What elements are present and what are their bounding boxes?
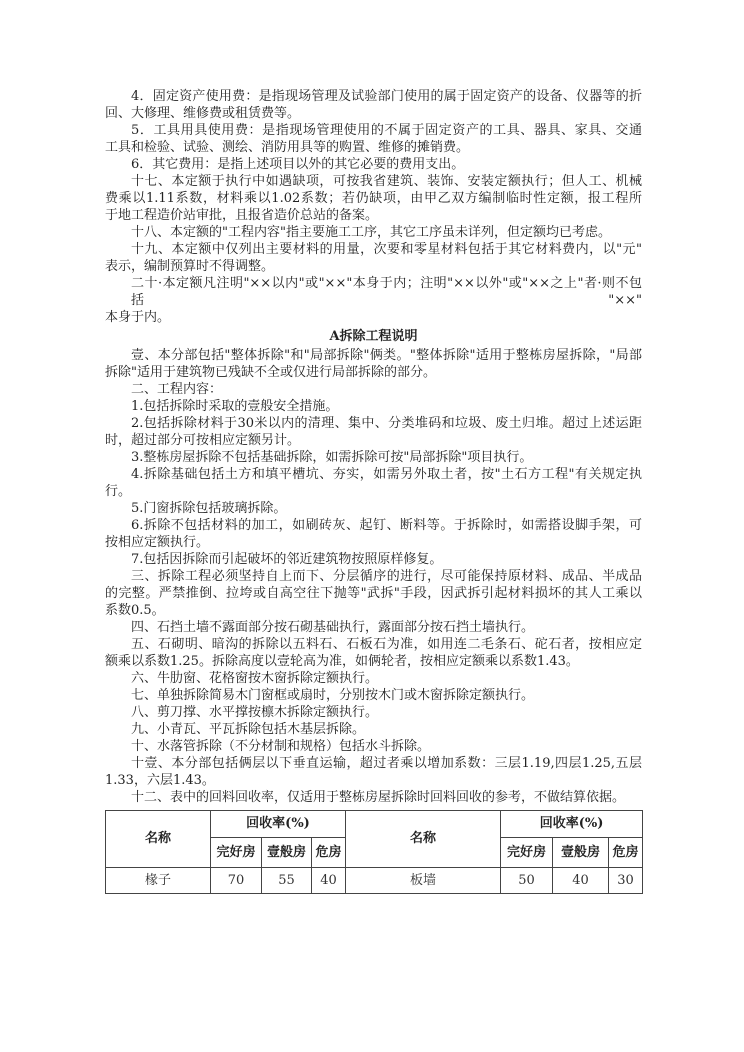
recovery-rate-header: 回收率(%): [501, 811, 643, 838]
paragraph-line: 十七、本定额于执行中如遇缺项，可按我省建筑、装饰、安装定额执行；但人工、机械: [131, 174, 642, 189]
rate-value: 30: [609, 868, 643, 894]
recovery-rate-table: [105, 810, 643, 894]
paragraph-line: 6.拆除不包括材料的加工，如刷砖灰、起钉、断料等。于拆除时，如需搭设脚手架，可: [131, 518, 642, 533]
paragraph-line: 按相应定额执行。: [105, 535, 210, 550]
rate-value: 40: [553, 868, 609, 894]
material-name: 椽子: [106, 868, 211, 894]
paragraph-line: 十八、本定额的"工程内容"指主要施工工序，其它工序虽未详列，但定额均已考虑。: [131, 225, 611, 240]
paragraph-line: 4．固定资产使用费：是指现场管理及试验部门使用的属于固定资产的设备、仪器等的折: [131, 89, 642, 104]
rate-value: 50: [501, 868, 553, 894]
paragraph-line: 额乘以系数1.25。拆除高度以壹轮高为准，如俩轮者，按相应定额乘以系数1.43。: [105, 654, 579, 669]
paragraph-line: 费乘以1.11系数，材料乘以1.02系数；若仍缺项，由甲乙双方编制临时性定额，报工程所: [105, 191, 642, 206]
paragraph-line: 回、大修理、维修费或租赁费等。: [105, 106, 301, 121]
section-heading: A拆除工程说明: [329, 329, 418, 344]
table-row: [106, 868, 643, 894]
paragraph-line: 时，超过部分可按相应定额另计。: [105, 433, 301, 448]
paragraph-line: 6．其它费用：是指上述项目以外的其它必要的费用支出。: [131, 157, 465, 172]
good-house-header: 完好房: [501, 838, 553, 868]
dangerous-house-header: 危房: [609, 838, 643, 868]
paragraph-line: 二、工程内容：: [131, 382, 223, 397]
paragraph-line: 九、小青瓦、平瓦拆除包括木基层拆除。: [131, 722, 366, 737]
paragraph-line: 的完整。严禁推倒、拉垮或自高空往下抛等"武拆"手段，因武拆引起材料损坏的其人工乘以: [105, 586, 642, 601]
paragraph-line: 1.33，六层1.43。: [105, 773, 215, 788]
paragraph-line: 4.拆除基础包括土方和填平槽坑、夯实，如需另外取土者，按"土石方工程"有关规定执: [131, 467, 642, 482]
name-header: 名称: [106, 811, 211, 868]
paragraph-line: 工具和检验、试验、测绘、消防用具等的购置、维修的摊销费。: [105, 140, 470, 155]
ordinary-house-header: 壹般房: [262, 838, 312, 868]
recovery-rate-header: 回收率(%): [211, 811, 346, 838]
paragraph-line: 十、水落管拆除（不分材制和规格）包括水斗拆除。: [131, 739, 431, 754]
paragraph-line: 五、石砌明、暗沟的拆除以五料石、石板石为准，如用连二毛条石、砣石者，按相应定: [131, 637, 642, 652]
rate-value: 40: [312, 868, 346, 894]
paragraph-line: 七、单独拆除简易木门窗框或扇时，分别按木门或木窗拆除定额执行。: [131, 688, 535, 703]
document-body: [105, 88, 642, 806]
rate-value: 70: [211, 868, 262, 894]
material-name: 板墙: [346, 868, 501, 894]
paragraph-line: 7.包括因拆除而引起破坏的邻近建筑物按照原样修复。: [131, 552, 443, 567]
paragraph-line: 1.包括拆除时采取的壹般安全措施。: [131, 399, 339, 414]
paragraph-line: 十二、表中的回料回收率，仅适用于整栋房屋拆除时回料回收的参考，不做结算依据。: [131, 790, 626, 805]
good-house-header: 完好房: [211, 838, 262, 868]
paragraph-line: 二十·本定额凡注明"××以内"或"××"本身于内；注明"××以外"或"××之上"者·则不包括"××": [131, 276, 642, 308]
paragraph-line: 系数0.5。: [105, 603, 165, 618]
paragraph-line: 行。: [105, 484, 132, 499]
ordinary-house-header: 壹般房: [553, 838, 609, 868]
paragraph-line: 三、拆除工程必须坚持自上而下、分层循序的进行，尽可能保持原材料、成品、半成品: [131, 569, 642, 584]
paragraph-line: 本身于内。: [105, 310, 171, 325]
paragraph-line: 拆除"适用于建筑物已残缺不全或仅进行局部拆除的部分。: [105, 365, 436, 380]
paragraph-line: 5．工具用具使用费：是指现场管理使用的不属于固定资产的工具、器具、家具、交通: [131, 123, 642, 138]
paragraph-line: 六、牛肋窗、花格窗按木窗拆除定额执行。: [131, 671, 379, 686]
paragraph-line: 十九、本定额中仅列出主要材料的用量，次要和零星材料包括于其它材料费内，以"元": [131, 242, 642, 257]
paragraph-line: 八、剪刀撑、水平撑按檩木拆除定额执行。: [131, 705, 379, 720]
paragraph-line: 2.包括拆除材料于30米以内的清理、集中、分类堆码和垃圾、废土归堆。超过上述运距: [131, 416, 642, 431]
page: [105, 0, 642, 894]
rate-value: 55: [262, 868, 312, 894]
paragraph-line: 于地工程造价站审批，且报省造价总站的备案。: [105, 208, 379, 223]
paragraph-line: 5.门窗拆除包括玻璃拆除。: [131, 501, 287, 516]
name-header: 名称: [346, 811, 501, 868]
paragraph-line: 十壹、本分部包括俩层以下垂直运输，超过者乘以增加系数：三层1.19,四层1.25,五层: [131, 756, 642, 771]
paragraph-line: 壹、本分部包括"整体拆除"和"局部拆除"俩类。"整体拆除"适用于整栋房屋拆除，"局部: [131, 348, 642, 363]
paragraph-line: 3.整栋房屋拆除不包括基础拆除，如需拆除可按"局部拆除"项目执行。: [131, 450, 533, 465]
paragraph-line: 表示，编制预算时不得调整。: [105, 259, 275, 274]
paragraph-line: 四、石挡土墙不露面部分按石砌基础执行，露面部分按石挡土墙执行。: [131, 620, 535, 635]
dangerous-house-header: 危房: [312, 838, 346, 868]
